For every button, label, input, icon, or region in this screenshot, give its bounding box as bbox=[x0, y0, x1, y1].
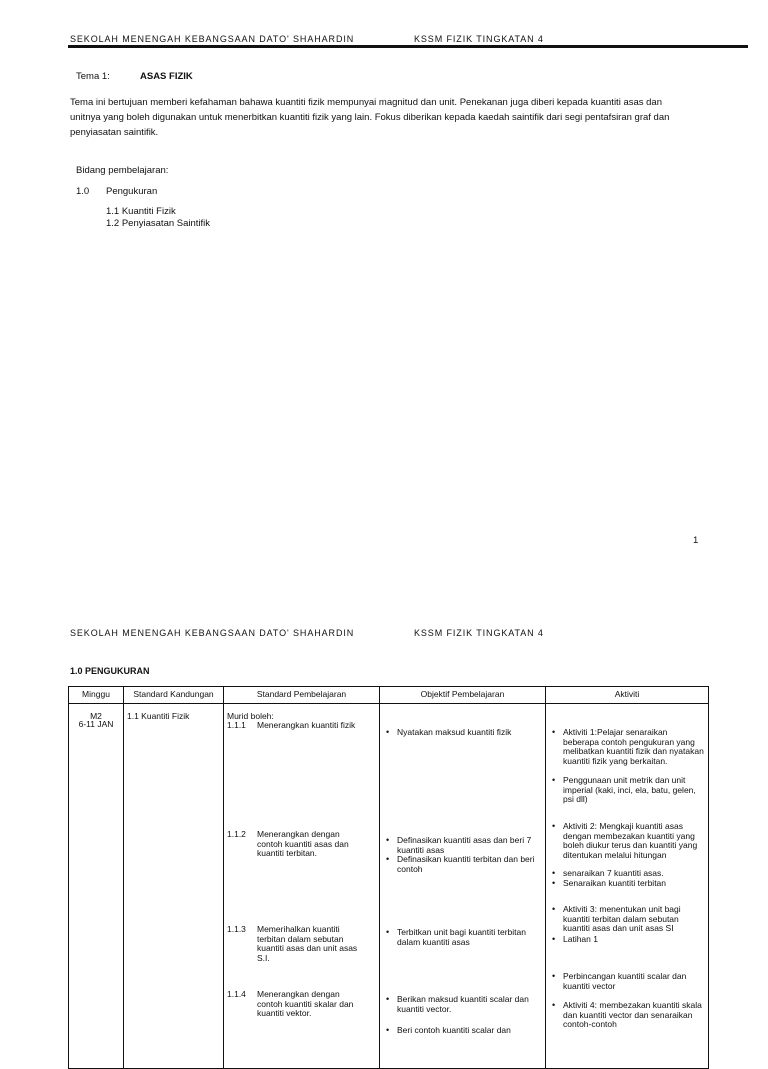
subtopic-1: 1.1 Kuantiti Fizik bbox=[106, 206, 176, 217]
intro-line-3: penyiasatan saintifik. bbox=[70, 127, 159, 138]
bidang-title: Pengukuran bbox=[106, 186, 158, 197]
sp-text: Menerangkan dengan contoh kuantiti skalar dan kuantiti vektor. bbox=[257, 989, 354, 1018]
aktiviti-item: • Aktiviti 1:Pelajar senaraikan beberapa contoh pengukuran yang melibatkan kuantiti fizik dan nyatakan kuantiti fizik yang berkaitan. bbox=[549, 728, 705, 766]
page2-header-subject: KSSM FIZIK TINGKATAN 4 bbox=[414, 628, 544, 638]
minggu-week: M2 bbox=[90, 711, 102, 721]
page1-header-school: SEKOLAH MENENGAH KEBANGSAAN DATO' SHAHARDIN bbox=[70, 34, 355, 44]
sp-number: 1.1.1 bbox=[227, 720, 246, 730]
cell-objektif bbox=[380, 704, 546, 1069]
col-header-kandungan: Standard Kandungan bbox=[124, 687, 224, 704]
cell-minggu bbox=[69, 704, 124, 1069]
tema-label: Tema 1: bbox=[76, 71, 110, 82]
intro-line-1: Tema ini bertujuan memberi kefahaman bahawa kuantiti fizik mempunyai magnitud dan unit. Penekanan juga diberi kepada kuantiti asas dan bbox=[70, 97, 662, 108]
sp-text: Memerihalkan kuantiti terbitan dalam sebutan kuantiti asas dan unit asas S.I. bbox=[257, 924, 358, 963]
table-header-row bbox=[69, 687, 709, 704]
sp-number: 1.1.4 bbox=[227, 989, 246, 999]
aktiviti-item: • Senaraikan kuantiti terbitan bbox=[549, 879, 705, 889]
page1-header-subject: KSSM FIZIK TINGKATAN 4 bbox=[414, 34, 544, 44]
section-title: 1.0 PENGUKURAN bbox=[70, 666, 150, 676]
kandungan-text: 1.1 Kuantiti Fizik bbox=[127, 711, 190, 721]
minggu-date: 6-11 JAN bbox=[78, 719, 114, 729]
col-header-aktiviti: Aktiviti bbox=[546, 687, 709, 704]
murid-boleh: Murid boleh: bbox=[227, 711, 274, 721]
sp-number: 1.1.3 bbox=[227, 924, 246, 934]
bidang-number: 1.0 bbox=[76, 186, 90, 197]
aktiviti-item: • Latihan 1 bbox=[549, 935, 705, 945]
objektif-item: • Terbitkan unit bagi kuantiti terbitan dalam kuantiti asas bbox=[383, 928, 530, 947]
aktiviti-item: • Aktiviti 3: menentukan unit bagi kuantiti terbitan dalam sebutan kuantiti asas dan unit asas SI bbox=[549, 905, 705, 934]
objektif-item: • Berikan maksud kuantiti scalar dan kuantiti vector. bbox=[383, 995, 542, 1014]
subtopic-2: 1.2 Penyiasatan Saintifik bbox=[106, 218, 211, 229]
page-number: 1 bbox=[693, 535, 699, 546]
aktiviti-item: • Aktiviti 4: membezakan kuantiti skala dan kuantiti vector dan senaraikan contoh-contoh bbox=[549, 1001, 705, 1030]
intro-line-2: unitnya yang boleh digunakan untuk menerbitkan kuantiti fizik yang lain. Fokus diberikan kepada kaedah saintifik dari segi pentafsiran graf dan bbox=[70, 112, 670, 123]
objektif-item: • Definasikan kuantiti asas dan beri 7 kuantiti asas bbox=[383, 836, 534, 855]
aktiviti-item: • Aktiviti 2: Mengkaji kuantiti asas dengan membezakan kuantiti yang boleh diukur terus dan kuantiti yang ditentukan melalui hitungan bbox=[549, 822, 705, 860]
sp-text: Menerangkan kuantiti fizik bbox=[257, 720, 356, 730]
objektif-item: • Beri contoh kuantiti scalar dan bbox=[383, 1026, 542, 1036]
bidang-label: Bidang pembelajaran: bbox=[76, 165, 169, 176]
objektif-item: • Definasikan kuantiti terbitan dan beri contoh bbox=[383, 855, 542, 874]
tema-title: ASAS FIZIK bbox=[140, 71, 193, 82]
col-header-minggu: Minggu bbox=[69, 687, 124, 704]
cell-aktiviti bbox=[546, 704, 709, 1069]
col-header-objektif: Objektif Pembelajaran bbox=[380, 687, 546, 704]
aktiviti-item: • senaraikan 7 kuantiti asas. bbox=[549, 869, 705, 879]
page1-header-rule bbox=[68, 45, 748, 48]
cell-kandungan bbox=[124, 704, 224, 1069]
intro-paragraph bbox=[70, 95, 750, 140]
sp-text: Menerangkan dengan contoh kuantiti asas dan kuantiti terbitan. bbox=[257, 829, 349, 858]
cell-pembelajaran bbox=[224, 704, 380, 1069]
lesson-plan-table bbox=[68, 686, 708, 1069]
objektif-item: • Nyatakan maksud kuantiti fizik bbox=[383, 728, 542, 738]
table-row bbox=[69, 704, 709, 1069]
page2-header-school: SEKOLAH MENENGAH KEBANGSAAN DATO' SHAHARDIN bbox=[70, 628, 355, 638]
aktiviti-item: • Perbincangan kuantiti scalar dan kuantiti vector bbox=[549, 972, 705, 991]
aktiviti-item: • Penggunaan unit metrik dan unit imperial (kaki, inci, ela, batu, gelen, psi dll) bbox=[549, 776, 705, 805]
col-header-pembelajaran: Standard Pembelajaran bbox=[224, 687, 380, 704]
sp-number: 1.1.2 bbox=[227, 829, 246, 839]
